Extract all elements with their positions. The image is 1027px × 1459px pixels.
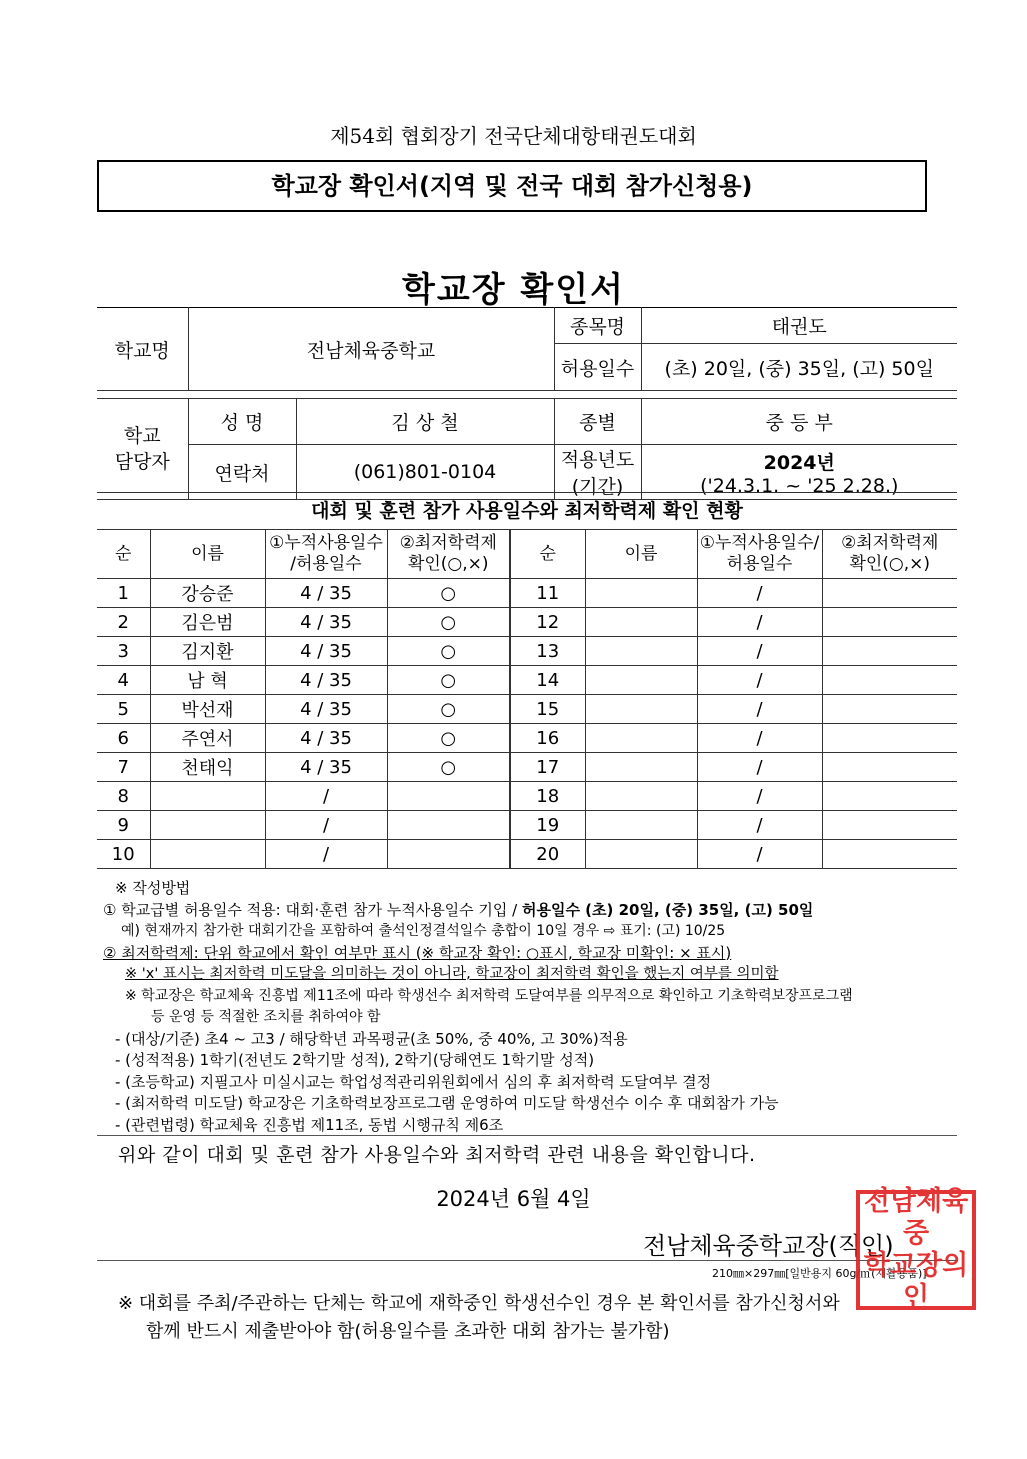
note-2: ② 최저학력제: 단위 학교에서 확인 여부만 표시 (※ 학교장 확인: ○표시, 학교장 미확인: × 표시)	[103, 943, 732, 962]
seal-line2: 학교장의인	[863, 1250, 969, 1313]
applied-year: 2024년	[763, 451, 835, 474]
col-check2-header	[822, 530, 957, 579]
note-1-example: 예) 현재까지 참가한 대회기간을 포함하여 출석인정결석일수 총합이 10일 경우 ⇨ 표기: (고) 10/25	[121, 923, 726, 939]
row-number: 11	[510, 579, 585, 608]
athlete-name: 박선재	[150, 695, 265, 724]
minimum-grade-check	[822, 811, 957, 840]
table-row	[97, 782, 957, 811]
writing-instructions	[103, 878, 963, 1136]
row-number: 7	[97, 753, 150, 782]
minimum-grade-check	[387, 840, 510, 869]
principal-signature: 전남체육중학교장(직인)	[643, 1232, 894, 1260]
used-days: /	[697, 608, 822, 637]
name-value: 김 상 철	[296, 399, 554, 445]
used-days: 4 / 35	[265, 695, 387, 724]
confirmation-statement: 위와 같이 대회 및 훈련 참가 사용일수와 최저학력 관련 내용을 확인합니다.	[118, 1144, 756, 1166]
year-label-line2: (기간)	[571, 476, 624, 498]
minimum-grade-check	[822, 637, 957, 666]
roster-section-title: 대회 및 훈련 참가 사용일수와 최저학력제 확인 현황	[97, 492, 957, 529]
athlete-name: 주연서	[150, 724, 265, 753]
minimum-grade-check	[387, 811, 510, 840]
used-days: 4 / 35	[265, 637, 387, 666]
col-check-header-line1: ②최저학력제	[399, 533, 497, 553]
minimum-grade-check: ○	[387, 579, 510, 608]
row-number: 5	[97, 695, 150, 724]
athlete-name	[150, 840, 265, 869]
row-number: 12	[510, 608, 585, 637]
minimum-grade-check	[822, 724, 957, 753]
athlete-name	[150, 811, 265, 840]
detail-target: - (대상/기준) 초4 ~ 고3 / 해당학년 과목평균(초 50%, 중 40%, 고 30%)적용	[115, 1029, 628, 1048]
table-row	[97, 608, 957, 637]
col-days2-header-line2: 허용일수	[726, 554, 793, 574]
athlete-name: 천태익	[150, 753, 265, 782]
minimum-grade-check	[822, 608, 957, 637]
used-days: 4 / 35	[265, 753, 387, 782]
col-check-header	[387, 530, 510, 579]
used-days: /	[697, 840, 822, 869]
row-number: 15	[510, 695, 585, 724]
minimum-grade-check: ○	[387, 608, 510, 637]
issue-date: 2024년 6월 4일	[436, 1187, 591, 1211]
row-number: 20	[510, 840, 585, 869]
minimum-grade-check	[822, 666, 957, 695]
athlete-name	[585, 811, 697, 840]
col-days2-header	[697, 530, 822, 579]
col-no-header: 순	[97, 530, 150, 579]
col-check2-header-line1: ②최저학력제	[841, 533, 939, 553]
minimum-grade-check: ○	[387, 637, 510, 666]
used-days: /	[697, 782, 822, 811]
table-row	[97, 579, 957, 608]
athlete-name: 김은범	[150, 608, 265, 637]
minimum-grade-check	[822, 753, 957, 782]
row-number: 3	[97, 637, 150, 666]
athlete-name	[585, 579, 697, 608]
minimum-grade-check	[822, 579, 957, 608]
athlete-name: 강승준	[150, 579, 265, 608]
notes-divider	[97, 1135, 957, 1136]
row-number: 4	[97, 666, 150, 695]
used-days: /	[697, 695, 822, 724]
used-days: /	[697, 579, 822, 608]
signature-divider	[97, 1260, 957, 1261]
allowed-days-value: (초) 20일, (중) 35일, (고) 50일	[641, 344, 957, 391]
contact-label: 학교 담당자	[97, 399, 188, 500]
col-days-header	[265, 530, 387, 579]
note-2-law-line1: ※ 학교장은 학교체육 진흥법 제11조에 따라 학생선수 최저학력 도달여부를 의무적으로 확인하고 기초학력보장프로그램	[125, 987, 853, 1004]
name-label: 성 명	[188, 399, 296, 445]
used-days: /	[697, 666, 822, 695]
row-number: 19	[510, 811, 585, 840]
table-row	[97, 637, 957, 666]
table-row	[97, 753, 957, 782]
athlete-name	[585, 608, 697, 637]
info-table	[97, 307, 957, 500]
document-title: 학교장 확인서	[402, 270, 625, 310]
phone-label: 연락처	[188, 445, 296, 500]
row-number: 18	[510, 782, 585, 811]
minimum-grade-check	[822, 782, 957, 811]
col-name2-header: 이름	[585, 530, 697, 579]
note-2-law-line2: 등 운영 등 적절한 조치를 취하여야 함	[151, 1009, 381, 1025]
table-row	[97, 811, 957, 840]
athlete-name	[585, 695, 697, 724]
col-days2-header-line1: ①누적사용일수/	[699, 533, 820, 553]
minimum-grade-check	[822, 695, 957, 724]
official-seal-stamp	[856, 1186, 976, 1313]
note-2-x-meaning: ※ 'x' 표시는 최저학력 미도달을 의미하는 것이 아니라, 학교장이 최저학력 확인을 했는지 여부를 의미함	[125, 966, 779, 982]
row-number: 17	[510, 753, 585, 782]
seal-line1: 전남체육중	[863, 1186, 969, 1249]
submission-notice	[118, 1290, 840, 1346]
used-days: /	[697, 811, 822, 840]
detail-law: - (관련법령) 학교체육 진흥법 제11조, 동법 시행규칙 제6조	[115, 1115, 504, 1134]
athlete-name	[585, 782, 697, 811]
applied-period: ('24.3.1. ~ '25 2.28.)	[700, 474, 899, 497]
athlete-name	[585, 637, 697, 666]
minimum-grade-check	[822, 840, 957, 869]
used-days: 4 / 35	[265, 724, 387, 753]
allowed-days-label: 허용일수	[554, 344, 641, 391]
minimum-grade-check: ○	[387, 753, 510, 782]
note-1-allowed-days: 허용일수 (초) 20일, (중) 35일, (고) 50일	[522, 900, 814, 919]
note-1	[103, 900, 963, 922]
sport-label: 종목명	[554, 308, 641, 344]
table-row	[97, 724, 957, 753]
minimum-grade-check	[387, 782, 510, 811]
used-days: /	[265, 840, 387, 869]
detail-grades: - (성적적용) 1학기(전년도 2학기말 성적), 2학기(당해연도 1학기말 성적)	[115, 1051, 595, 1069]
phone-value: (061)801-0104	[296, 445, 554, 500]
notes-heading: ※ 작성방법	[115, 879, 191, 897]
col-check2-header-line2: 확인(○,×)	[849, 554, 931, 574]
row-number: 14	[510, 666, 585, 695]
used-days: 4 / 35	[265, 608, 387, 637]
division-value: 중 등 부	[641, 399, 957, 445]
row-number: 9	[97, 811, 150, 840]
col-no2-header: 순	[510, 530, 585, 579]
athlete-name	[585, 724, 697, 753]
used-days: /	[697, 753, 822, 782]
row-number: 13	[510, 637, 585, 666]
used-days: /	[265, 811, 387, 840]
athlete-name	[585, 753, 697, 782]
col-name-header: 이름	[150, 530, 265, 579]
athlete-name	[585, 666, 697, 695]
note-1-text: ① 학교급별 허용일수 적용: 대회·훈련 참가 누적사용일수 기입 /	[103, 900, 522, 919]
athlete-name: 김지환	[150, 637, 265, 666]
col-days-header-line2: /허용일수	[290, 554, 362, 574]
school-value: 전남체육중학교	[188, 308, 554, 391]
row-number: 16	[510, 724, 585, 753]
detail-elementary: - (초등학교) 지필고사 미실시교는 학업성적관리위원회에서 심의 후 최저학력 도달여부 결정	[115, 1072, 712, 1091]
submission-notice-line2: 함께 반드시 제출받아야 함(허용일수를 초과한 대회 참가는 불가함)	[146, 1321, 670, 1342]
minimum-grade-check: ○	[387, 695, 510, 724]
table-row	[97, 695, 957, 724]
row-number: 6	[97, 724, 150, 753]
detail-below-minimum: - (최저학력 미도달) 학교장은 기초학력보장프로그램 운영하여 미도달 학생선수 이수 후 대회참가 가능	[115, 1094, 779, 1112]
table-row	[97, 666, 957, 695]
used-days: /	[697, 637, 822, 666]
minimum-grade-check: ○	[387, 724, 510, 753]
roster-table	[97, 529, 957, 869]
paper-spec: 210㎜×297㎜[일반용지 60g/㎡(재활용품)]	[712, 1267, 927, 1280]
minimum-grade-check: ○	[387, 666, 510, 695]
school-label: 학교명	[97, 308, 188, 391]
col-days-header-line1: ①누적사용일수	[269, 533, 383, 553]
used-days: 4 / 35	[265, 666, 387, 695]
row-number: 8	[97, 782, 150, 811]
used-days: /	[265, 782, 387, 811]
row-number: 2	[97, 608, 150, 637]
division-label: 종별	[554, 399, 641, 445]
event-title: 제54회 협회장기 전국단체대항태권도대회	[330, 124, 697, 148]
sport-value: 태권도	[641, 308, 957, 344]
used-days: /	[697, 724, 822, 753]
submission-notice-line1: ※ 대회를 주최/주관하는 단체는 학교에 재학중인 학생선수인 경우 본 확인서를 참가신청서와	[118, 1293, 840, 1314]
athlete-name	[585, 840, 697, 869]
row-number: 1	[97, 579, 150, 608]
form-type-title: 학교장 확인서(지역 및 전국 대회 참가신청용)	[97, 160, 927, 212]
row-number: 10	[97, 840, 150, 869]
athlete-name	[150, 782, 265, 811]
athlete-name: 남 혁	[150, 666, 265, 695]
table-row	[97, 840, 957, 869]
used-days: 4 / 35	[265, 579, 387, 608]
col-check-header-line2: 확인(○,×)	[407, 554, 489, 574]
year-label-line1: 적용년도	[560, 449, 635, 471]
